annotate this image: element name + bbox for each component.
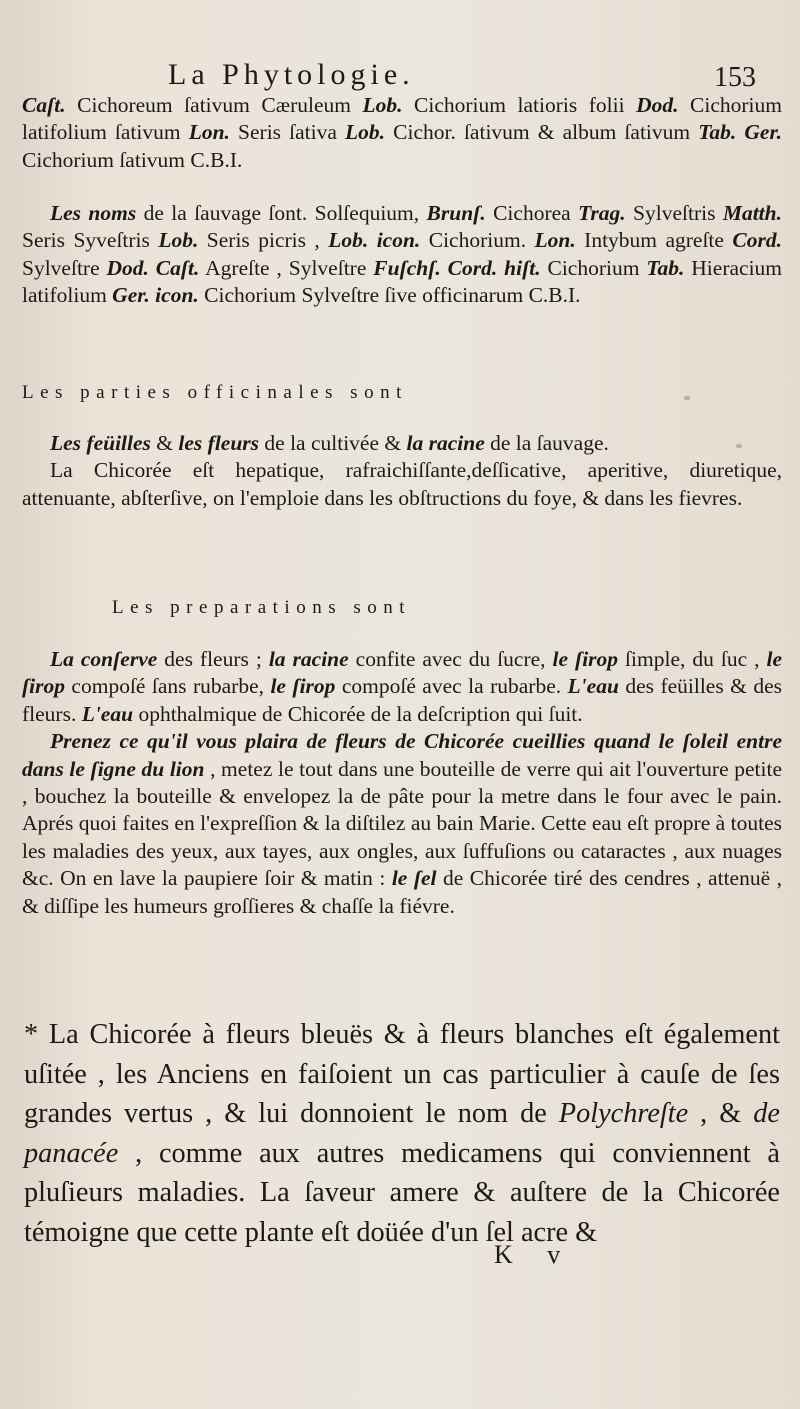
- italic-run: de panacée: [24, 1098, 780, 1169]
- italic-run: La conſerve: [50, 647, 158, 671]
- text-run: Cichorium.: [420, 228, 535, 253]
- text-run: Cichoreum ſativum Cæruleum: [65, 93, 363, 117]
- paragraph-recipe: [22, 728, 782, 920]
- text-run: Cichorium: [540, 255, 647, 280]
- text-run: , comme aux autres medicamens qui conviennent à pluſieurs maladies. La ſaveur amere & auſtere de la Chicorée témoigne que cette plante eſt doüée d'un ſel acre &: [24, 1137, 780, 1248]
- text-run: de la ſauvage ſont. Solſequium,: [136, 201, 427, 225]
- text-run: * La Chicorée à fleurs bleuës & à fleurs blanches eſt également uſitée , les Anciens en faiſoient un cas particulier à cauſe de ſes grandes vertus , & lui donnoient le nom de: [24, 1019, 780, 1129]
- ref-abbrev: Matth.: [722, 201, 782, 225]
- text-run: Seris picris ,: [198, 228, 329, 253]
- italic-run: le ſirop: [552, 647, 619, 671]
- text-run: des feüilles & des fleurs.: [22, 674, 782, 726]
- paragraph-note: [24, 1015, 780, 1252]
- text-run: Cichorium Sylveſtre ſive officinarum C.B.I.: [198, 283, 581, 308]
- section-heading-officinal-parts: Les parties officinales sont: [22, 382, 408, 403]
- preparations-body: [22, 646, 782, 920]
- text-run: des fleurs ;: [157, 647, 269, 671]
- paragraph-wild-names: [22, 200, 782, 310]
- running-title: La Phytologie.: [168, 58, 415, 91]
- paragraph-preparations: [22, 646, 782, 728]
- italic-run: L'eau: [567, 674, 619, 699]
- ref-abbrev: Fuſchſ. Cord. hiſt.: [373, 255, 541, 280]
- ref-abbrev: Dod. Caſt.: [106, 255, 200, 280]
- page-number: 153: [714, 62, 756, 93]
- footnote-block: [24, 1015, 780, 1252]
- text-run: Agreſte , Sylveſtre: [199, 255, 374, 280]
- text-run: Seris Syveſtris: [22, 228, 159, 253]
- synonyms-cultivated: [22, 92, 782, 174]
- ref-abbrev: Tab. Ger.: [698, 120, 783, 145]
- synonyms-wild: [22, 200, 782, 310]
- italic-run: Polychreſte: [558, 1098, 689, 1129]
- text-run: Cichor. ſativum & album ſativum: [385, 120, 699, 145]
- italic-run: la racine: [268, 647, 349, 671]
- text-run: Seris ſativa: [229, 120, 346, 145]
- ref-abbrev: Lob.: [158, 228, 199, 253]
- ref-abbrev: Trag.: [578, 201, 626, 225]
- ref-abbrev: Ger. icon.: [112, 283, 199, 308]
- ref-abbrev: Tab.: [646, 255, 685, 280]
- italic-run: le ſel: [391, 866, 437, 891]
- text-run: compoſé ſans rubarbe,: [65, 674, 271, 699]
- italic-run: la racine: [406, 431, 485, 455]
- ref-abbrev: Lob.: [362, 93, 403, 117]
- italic-run: Les feüilles: [50, 431, 151, 455]
- text-run: Cichorium latioris folii: [402, 93, 637, 117]
- italic-run: Prenez ce qu'il vous plaira de fleurs de Chicorée cueillies quand le ſoleil entre dans le ſigne du lion: [22, 729, 782, 781]
- text-run: , metez le tout dans une bouteille de verre qui ait l'ouverture petite , bouchez la bouteille & envelopez la de pâte pour la metre dans le four avec le pain. Aprés quoi faites en l'expreſſion & la diſtilez au bain Marie. Cette eau eſt propre à toutes les maladies des yeux, aux tayes, aux ongles, aux ſuffuſions ou cataractes , aux nuages &c. On en lave la paupiere ſoir & matin :: [22, 756, 782, 891]
- paragraph-parts: [22, 430, 782, 457]
- paper-speck: [684, 396, 690, 400]
- text-run: ſimple, du ſuc ,: [618, 647, 767, 671]
- italic-run: les fleurs: [178, 431, 260, 455]
- text-run: Hieracium latifolium: [22, 255, 783, 308]
- text-run: compoſé avec la rubarbe.: [335, 674, 568, 699]
- paragraph-virtues: La Chicorée eſt hepatique, rafraichiſſante,deſſicative, aperitive, diuretique, attenuante, abſterſive, on l'emploie dans les obſtructions du foye, & dans les fievres.: [22, 458, 782, 510]
- ref-abbrev: Cord.: [732, 228, 782, 253]
- ref-abbrev: Lob. icon.: [328, 228, 421, 253]
- text-run: Cichorium latifolium ſativum: [22, 93, 782, 145]
- text-run: de la cultivée &: [259, 431, 407, 455]
- signature-mark: K v: [494, 1240, 575, 1269]
- text-run: &: [150, 431, 179, 455]
- ref-abbrev: Lon.: [534, 228, 576, 253]
- text-run: Intybum agreſte: [575, 228, 733, 253]
- text-run: Sylveſtre: [22, 255, 107, 280]
- ref-abbrev: Dod.: [636, 93, 679, 117]
- ref-abbrev: Brunſ.: [426, 201, 486, 225]
- text-run: ophthalmique de Chicorée de la deſcription qui ſuit.: [133, 701, 583, 726]
- section-heading-preparations: Les preparations sont: [112, 597, 412, 618]
- italic-run: le ſirop: [270, 674, 336, 699]
- text-run: Cichorium ſativum C.B.I.: [22, 147, 243, 172]
- italic-run: le ſirop: [22, 647, 782, 699]
- text-run: Cichorea: [485, 201, 579, 225]
- paper-speck: [736, 444, 742, 448]
- officinal-parts-body: [22, 430, 782, 512]
- italic-run: L'eau: [81, 701, 134, 726]
- ref-abbrev: Lon.: [188, 120, 230, 145]
- text-run: de Chicorée tiré des cendres , attenuë , & diſſipe les humeurs groſſieres & chaſſe la fiévre.: [22, 866, 782, 918]
- text-run: Sylveſtris: [625, 201, 723, 225]
- text-run: de la ſauvage.: [484, 431, 609, 455]
- text-run: confite avec du ſucre,: [348, 647, 553, 671]
- text-run: , &: [688, 1098, 754, 1129]
- ref-abbrev: Caſt.: [22, 93, 66, 117]
- paragraph-cultivated-names: [22, 92, 782, 174]
- italic-run: Les noms: [50, 201, 137, 225]
- ref-abbrev: Lob.: [345, 120, 386, 145]
